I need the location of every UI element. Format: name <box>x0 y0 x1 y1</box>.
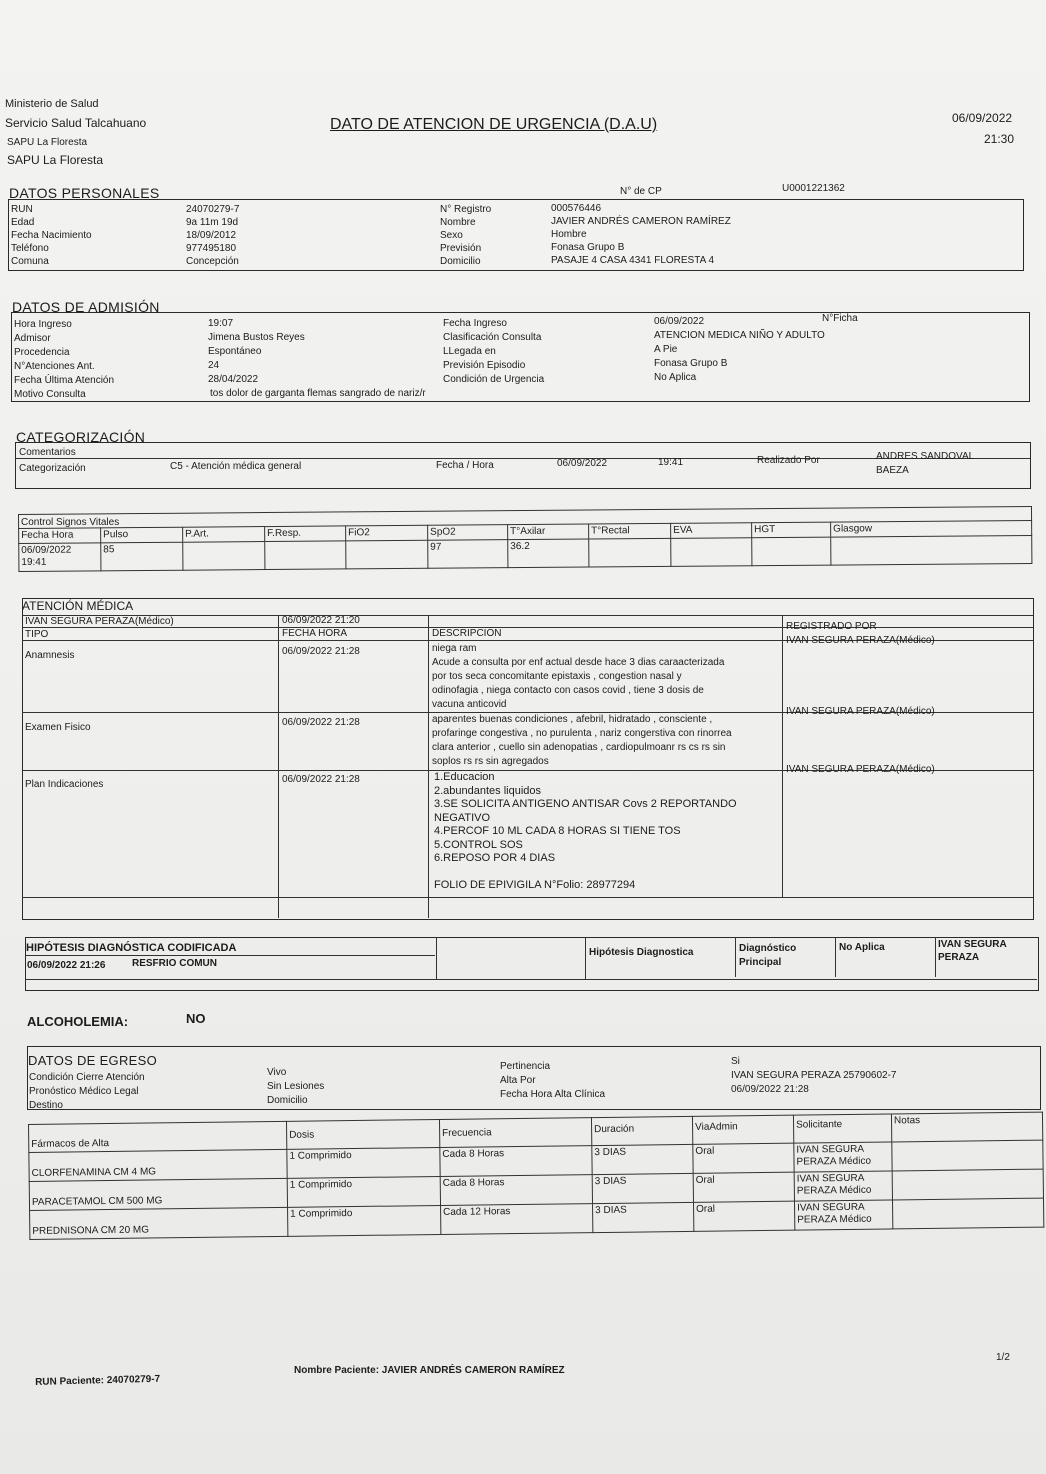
value-pertinencia: Si <box>731 1056 740 1067</box>
farmaco-frecuencia: Cada 8 Horas <box>440 1175 592 1206</box>
label-edad: Edad <box>11 217 35 228</box>
farmaco-solicitante <box>794 1142 892 1172</box>
label-destino: Destino <box>29 1100 63 1111</box>
value-condicion: No Aplica <box>654 372 697 383</box>
signos-header: T°Axilar <box>508 524 589 540</box>
desc-line: 1.Educacion <box>434 771 495 783</box>
value-nombre: JAVIER ANDRÉS CAMERON RAMÍREZ <box>551 216 731 227</box>
header-date: 06/09/2022 <box>952 111 1013 125</box>
value-fecha-nac: 18/09/2012 <box>186 230 237 241</box>
farmaco-notas <box>892 1198 1043 1229</box>
tipo-examen: Examen Fisico <box>25 722 91 733</box>
solicitante-line: PERAZA Médico <box>797 1213 872 1226</box>
value-cat-hora: 19:41 <box>658 457 684 468</box>
desc-line: 6.REPOSO POR 4 DIAS <box>434 852 556 864</box>
value-clasificacion: ATENCION MEDICA NIÑO Y ADULTO <box>654 330 825 341</box>
admision-right-values <box>654 316 825 384</box>
label-telefono: Teléfono <box>11 243 49 254</box>
value-edad: 9a 11m 19d <box>186 217 239 228</box>
farmaco-duracion: 3 DIAS <box>592 1173 693 1203</box>
farmaco-via: Oral <box>694 1201 795 1231</box>
desc-line: 4.PERCOF 10 ML CADA 8 HORAS SI TIENE TOS <box>434 825 681 837</box>
hipotesis-col <box>935 937 936 977</box>
section-categorizacion: CATEGORIZACIÓN <box>16 429 146 445</box>
signos-header: Glasgow <box>831 521 1032 538</box>
principal-line: Diagnóstico <box>739 943 797 954</box>
principal-line: Principal <box>739 957 782 968</box>
solicitante-line: IVAN SEGURA <box>796 1172 865 1185</box>
ncp-value: U0001221362 <box>782 183 845 194</box>
atencion-medico-fecha: 06/09/2022 21:20 <box>282 615 360 626</box>
label-fecha-alta: Fecha Hora Alta Clínica <box>500 1089 606 1100</box>
signos-cell: 97 <box>428 540 508 569</box>
label-prevision-episodio: Previsión Episodio <box>443 360 526 371</box>
footer-page: 1/2 <box>996 1352 1010 1363</box>
farmaco-notas <box>892 1140 1043 1171</box>
hipotesis-line <box>25 979 1037 980</box>
footer-nombre: Nombre Paciente: JAVIER ANDRÉS CAMERON RAMÍREZ <box>294 1365 565 1376</box>
value-realizado-1: ANDRES SANDOVAL <box>876 451 975 462</box>
solicitante-line: IVAN SEGURA <box>797 1201 865 1214</box>
label-alta-por: Alta Por <box>500 1075 536 1086</box>
farmaco-solicitante <box>794 1200 892 1230</box>
label-registro: N° Registro <box>440 204 492 215</box>
signos-cell <box>752 537 831 566</box>
signos-cell <box>831 536 1032 566</box>
personales-right-labels <box>440 204 491 268</box>
value-fecha-ingreso: 06/09/2022 <box>654 316 705 327</box>
hipotesis-col <box>436 937 437 980</box>
section-atencion: ATENCIÓN MÉDICA <box>22 599 134 613</box>
medico-line: IVAN SEGURA <box>938 939 1007 950</box>
signos-cell <box>265 541 346 570</box>
label-llegada: LLegada en <box>443 346 496 357</box>
value-motivo: tos dolor de garganta flemas sangrado de nariz/r <box>210 388 426 399</box>
value-registro: 000576446 <box>551 203 602 214</box>
label-hora-ingreso: Hora Ingreso <box>14 319 72 330</box>
farmaco-via: Oral <box>693 1172 794 1202</box>
farmaco-nombre: PREDNISONA CM 20 MG <box>30 1207 288 1239</box>
atencion-medico: IVAN SEGURA PERAZA(Médico) <box>25 616 174 627</box>
farmaco-via: Oral <box>693 1143 794 1173</box>
col-tipo: TIPO <box>25 629 49 640</box>
farmacos-table <box>28 1112 1044 1240</box>
label-comuna: Comuna <box>11 256 49 267</box>
label-realizado: Realizado Por <box>757 455 820 466</box>
tipo-plan: Plan Indicaciones <box>25 779 104 790</box>
fecha-anamnesis: 06/09/2022 21:28 <box>282 646 360 657</box>
value-comuna: Concepción <box>186 256 239 267</box>
value-ultima-atencion: 28/04/2022 <box>208 374 259 385</box>
document-title: DATO DE ATENCION DE URGENCIA (D.A.U) <box>330 116 658 133</box>
hipotesis-title: HIPÓTESIS DIAGNÓSTICA CODIFICADA <box>26 942 237 954</box>
label-condicion: Condición de Urgencia <box>443 374 545 385</box>
hipotesis-line <box>25 955 435 956</box>
hipotesis-tipo: Hipótesis Diagnostica <box>589 947 694 958</box>
solicitante-line: PERAZA Médico <box>796 1184 872 1197</box>
ncp-label: N° de CP <box>620 186 662 197</box>
signos-header: FiO2 <box>346 525 428 541</box>
signos-cell <box>346 540 428 569</box>
desc-anamnesis <box>432 643 724 711</box>
label-comentarios: Comentarios <box>19 447 76 458</box>
registrado-anamnesis: IVAN SEGURA PERAZA(Médico) <box>786 635 935 646</box>
desc-line: profaringe congestiva , no purulenta , nariz congerstiva con rinorrea <box>432 728 732 739</box>
signos-title: Control Signos Vitales <box>21 517 120 528</box>
egreso-right-labels <box>500 1061 605 1101</box>
label-nombre: Nombre <box>440 217 476 228</box>
farmaco-nombre: PARACETAMOL CM 500 MG <box>29 1178 287 1210</box>
hipotesis-fecha: 06/09/2022 21:26 <box>27 960 106 971</box>
signos-cell: 85 <box>101 542 183 571</box>
label-fecha-nac: Fecha Nacimiento <box>11 230 92 241</box>
col-registrado: REGISTRADO POR <box>786 621 877 632</box>
section-admision: DATOS DE ADMISIÓN <box>12 299 160 315</box>
atencion-col <box>428 615 429 918</box>
desc-line: 5.CONTROL SOS <box>434 838 523 851</box>
solicitante-line: PERAZA Médico <box>796 1155 872 1168</box>
egreso-labels <box>29 1072 145 1112</box>
admision-labels <box>14 319 114 401</box>
hipotesis-aplica: No Aplica <box>839 942 885 953</box>
label-clasificacion: Clasificación Consulta <box>443 332 542 343</box>
value-categorizacion: C5 - Atención médica general <box>170 461 302 472</box>
desc-line: Acude a consulta por enf actual desde hace 3 dias caraacterizada <box>432 657 725 668</box>
atencion-col <box>782 615 783 897</box>
signos-cell <box>671 538 752 567</box>
label-domicilio: Domicilio <box>440 256 481 267</box>
org-sapu: SAPU La Floresta <box>7 137 88 148</box>
signos-header: F.Resp. <box>265 526 346 542</box>
personales-labels <box>11 204 92 268</box>
hipotesis-principal <box>739 943 796 969</box>
farmaco-frecuencia: Cada 8 Horas <box>440 1146 592 1177</box>
alcoholemia-value: NO <box>186 1011 206 1026</box>
value-llegada: A Pie <box>654 344 678 355</box>
org-sapu-2: SAPU La Floresta <box>7 153 104 167</box>
hipotesis-col <box>835 937 836 977</box>
desc-examen <box>432 714 732 768</box>
header-time: 21:30 <box>984 132 1015 146</box>
desc-line: NEGATIVO <box>434 811 491 824</box>
signos-header: EVA <box>671 523 752 539</box>
hipotesis-medico <box>938 939 1007 964</box>
signos-cell <box>183 542 265 571</box>
desc-line: 2.abundantes liquidos <box>434 784 542 797</box>
egreso-right-values <box>731 1056 896 1096</box>
value-telefono: 977495180 <box>186 243 237 254</box>
signos-header: Fecha Hora <box>19 528 101 544</box>
admision-values <box>208 318 305 386</box>
org-service: Servicio Salud Talcahuano <box>5 116 147 130</box>
value-sexo: Hombre <box>551 229 587 240</box>
desc-line: por tos seca concomitante epistaxis , congestion nasal y <box>432 671 682 682</box>
value-alta-por: IVAN SEGURA PERAZA 25790602-7 <box>731 1070 897 1081</box>
tipo-anamnesis: Anamnesis <box>25 650 75 661</box>
atencion-col <box>278 615 279 918</box>
section-personales: DATOS PERSONALES <box>9 185 160 201</box>
signos-cell: 36.2 <box>508 539 589 568</box>
admision-right-labels <box>443 318 544 386</box>
farmaco-duracion: 3 DIAS <box>592 1144 693 1174</box>
hipotesis-diag: RESFRIO COMUN <box>132 958 217 969</box>
farmacos-header: Frecuencia <box>439 1118 591 1148</box>
desc-line: 3.SE SOLICITA ANTIGENO ANTISAR Covs 2 REPORTANDO <box>434 798 737 810</box>
value-procedencia: Espontáneo <box>208 346 262 357</box>
label-ultima-atencion: Fecha Última Atención <box>14 375 115 386</box>
farmacos-header: Solicitante <box>793 1114 891 1143</box>
registrado-plan: IVAN SEGURA PERAZA(Médico) <box>786 764 935 775</box>
desc-line: clara anterior , cuello sin adenopatias , cardiopulmoanr rs cs rs sin <box>432 742 726 753</box>
signos-header: P.Art. <box>183 527 265 543</box>
desc-line: niega ram <box>432 643 477 654</box>
personales-box <box>8 199 1024 271</box>
farmaco-notas <box>892 1169 1043 1200</box>
desc-line: vacuna anticovid <box>432 699 507 710</box>
label-motivo: Motivo Consulta <box>14 389 86 400</box>
signos-header: SpO2 <box>428 525 508 541</box>
farmacos-header: Fármacos de Alta <box>29 1121 287 1152</box>
label-admisor: Admisor <box>14 333 51 344</box>
desc-line: soplos rs rs sin agregados <box>432 756 549 767</box>
hipotesis-col <box>585 937 586 979</box>
value-pronostico: Sin Lesiones <box>267 1081 325 1092</box>
signos-cell <box>589 538 671 567</box>
egreso-values <box>267 1067 324 1107</box>
value-prevision: Fonasa Grupo B <box>551 242 625 253</box>
label-categorizacion: Categorización <box>19 463 86 474</box>
farmaco-duracion: 3 DIAS <box>593 1202 694 1232</box>
farmacos-header: Dosis <box>286 1119 439 1149</box>
farmacos-header: ViaAdmin <box>692 1115 793 1144</box>
value-admisor: Jimena Bustos Reyes <box>208 332 305 343</box>
farmacos-header: Duración <box>591 1116 692 1145</box>
label-fecha-ingreso: Fecha Ingreso <box>443 318 507 329</box>
label-atenciones: N°Atenciones Ant. <box>14 361 95 372</box>
desc-line: FOLIO DE EPIVIGILA N°Folio: 28977294 <box>434 878 636 891</box>
value-atenciones: 24 <box>208 360 220 371</box>
farmaco-dosis: 1 Comprimido <box>288 1205 441 1236</box>
col-fecha-hora: FECHA HORA <box>282 628 348 639</box>
personales-values <box>186 204 239 268</box>
value-hora-ingreso: 19:07 <box>208 318 234 329</box>
personales-right-values <box>551 203 731 267</box>
desc-plan <box>434 771 737 892</box>
atencion-line <box>22 897 1033 898</box>
label-condicion-cierre: Condición Cierre Atención <box>29 1072 145 1083</box>
label-fecha-hora: Fecha / Hora <box>436 460 494 471</box>
value-realizado-2: BAEZA <box>876 465 909 476</box>
farmaco-nombre: CLORFENAMINA CM 4 MG <box>29 1149 287 1181</box>
desc-line: odinofagia , niega contacto con casos covid , tiene 3 dosis de <box>432 685 704 696</box>
value-prevision-episodio: Fonasa Grupo B <box>654 358 728 369</box>
desc-line: aparentes buenas condiciones , afebril, hidratado , consciente , <box>432 714 713 725</box>
farmaco-dosis: 1 Comprimido <box>287 1176 440 1207</box>
signos-header: Pulso <box>101 527 183 543</box>
fecha-plan: 06/09/2022 21:28 <box>282 774 360 785</box>
label-procedencia: Procedencia <box>14 347 70 358</box>
nficha-label: N°Ficha <box>822 313 858 324</box>
label-run: RUN <box>11 204 33 215</box>
col-descripcion: DESCRIPCIÓN <box>432 628 502 639</box>
value-run: 24070279-7 <box>186 204 240 215</box>
label-pertinencia: Pertinencia <box>500 1061 551 1072</box>
solicitante-line: IVAN SEGURA <box>796 1143 865 1156</box>
fecha-examen: 06/09/2022 21:28 <box>282 717 360 728</box>
org-name: Ministerio de Salud <box>5 98 99 110</box>
medico-line: PERAZA <box>938 952 980 963</box>
section-egreso: DATOS DE EGRESO <box>28 1053 157 1068</box>
signos-cell: 06/09/2022 19:41 <box>19 543 101 572</box>
value-cat-fecha: 06/09/2022 <box>557 458 608 469</box>
signos-table <box>18 506 1032 572</box>
signos-header: HGT <box>752 522 831 538</box>
alcoholemia-label: ALCOHOLEMIA: <box>27 1014 129 1029</box>
footer-run: RUN Paciente: 24070279-7 <box>35 1373 161 1388</box>
value-destino: Domicilio <box>267 1095 308 1106</box>
hipotesis-col <box>735 937 736 977</box>
signos-header: T°Rectal <box>589 523 671 539</box>
value-condicion-cierre: Vivo <box>267 1067 287 1078</box>
farmaco-frecuencia: Cada 12 Horas <box>441 1204 593 1235</box>
value-domicilio: PASAJE 4 CASA 4341 FLORESTA 4 <box>551 255 715 266</box>
label-sexo: Sexo <box>440 230 463 241</box>
farmaco-dosis: 1 Comprimido <box>287 1147 440 1178</box>
label-pronostico: Pronóstico Médico Legal <box>29 1086 139 1097</box>
farmacos-header: Notas <box>891 1112 1042 1142</box>
farmaco-solicitante <box>794 1171 892 1201</box>
registrado-examen: IVAN SEGURA PERAZA(Médico) <box>786 706 935 717</box>
value-fecha-alta: 06/09/2022 21:28 <box>731 1084 809 1095</box>
desc-line <box>434 866 737 879</box>
label-prevision: Previsión <box>440 243 482 254</box>
